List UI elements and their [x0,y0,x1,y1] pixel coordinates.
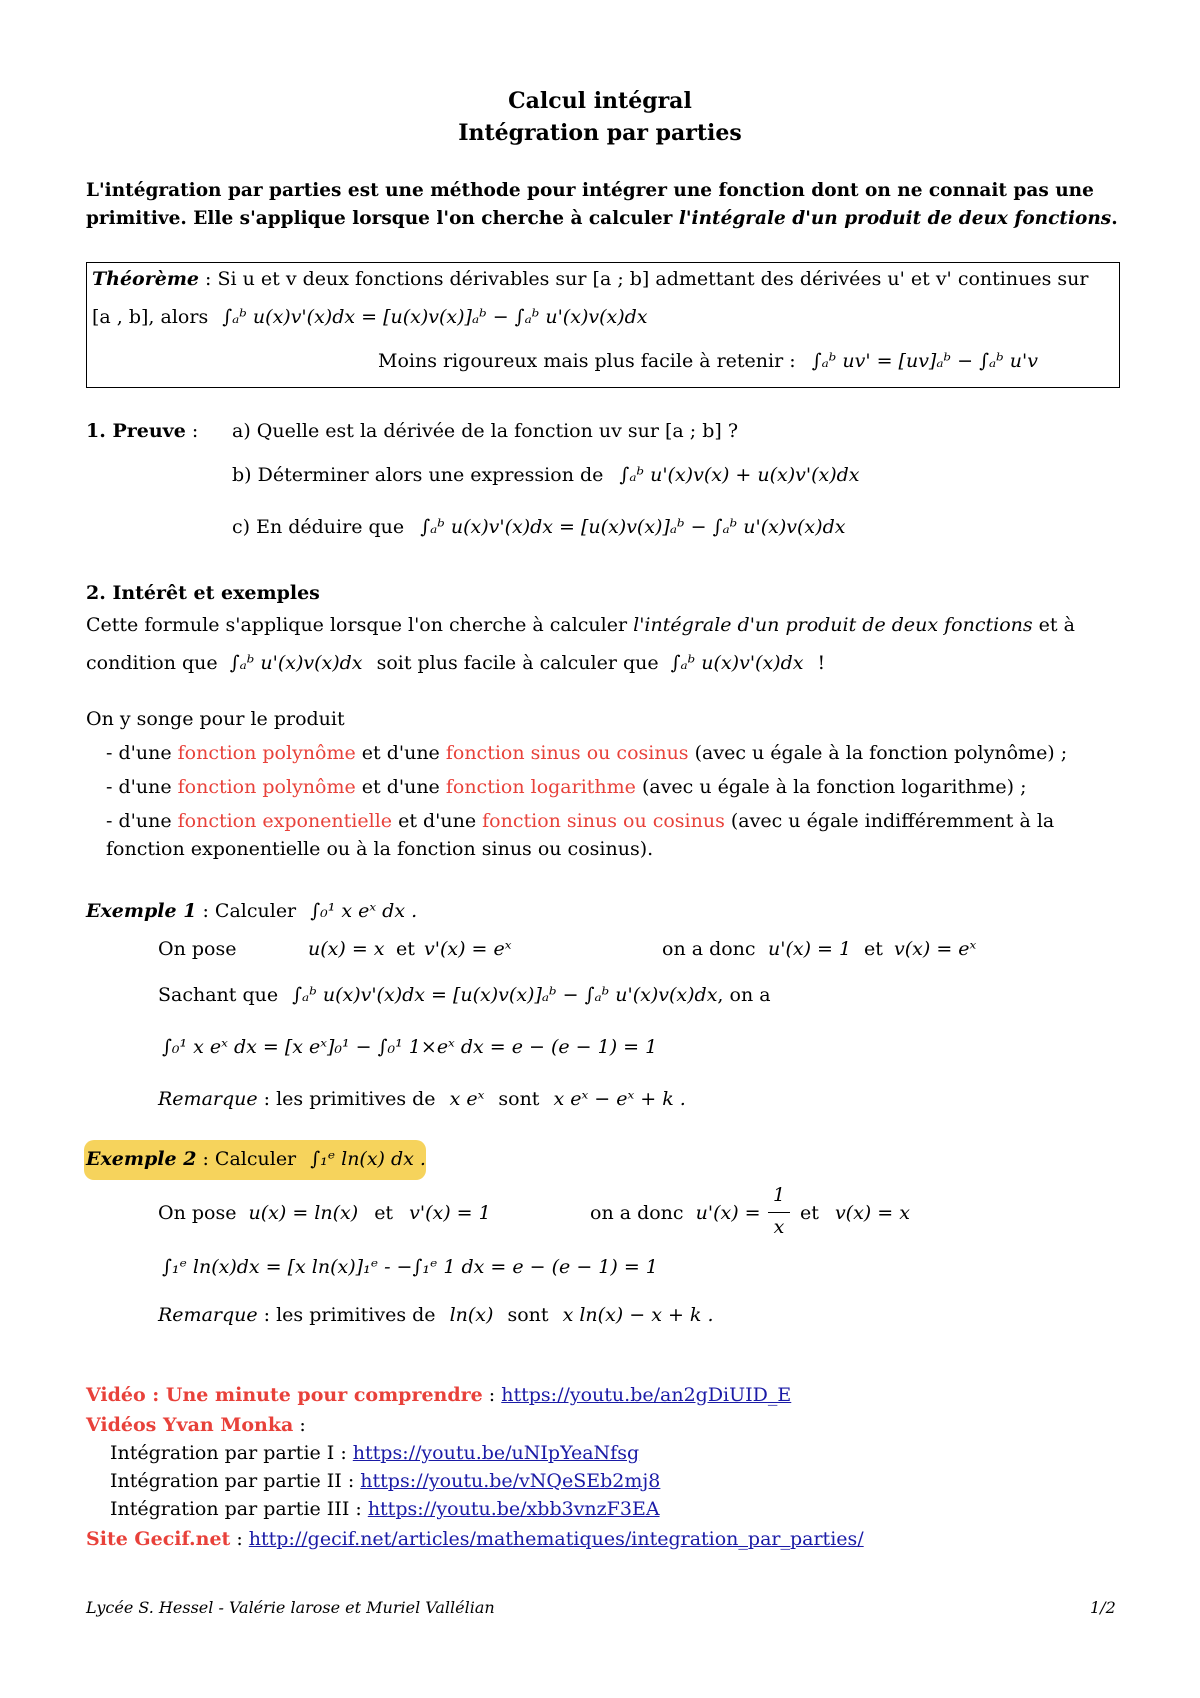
b2-c: (avec u égale à la fonction logarithme) ; [635,776,1027,798]
p2-formula-2: ∫ₐᵇ u(x)v'(x)dx [670,652,804,674]
example1-donc-and: et [864,938,883,960]
b3-c: (avec u égale indifféremment à la [724,810,1055,832]
b1-red-1: fonction polynôme [177,742,356,764]
video-link[interactable]: https://youtu.be/an2gDiUID_E [501,1384,792,1406]
part3-line [110,1498,660,1520]
remark2-sont: sont [507,1304,549,1326]
section2-para-2 [86,652,825,674]
b1-red-2: fonction sinus ou cosinus [445,742,689,764]
monka-sep: : [293,1414,306,1436]
theorem-line-1 [92,268,1088,290]
b2-b: et d'une [355,776,446,798]
footer-left: Lycée S. Hessel - Valérie larose et Muriel Vallélian [86,1598,495,1617]
example2-donc-and: et [800,1202,819,1224]
bullet-1 [106,742,1067,764]
b2-red-2: fonction logarithme [445,776,636,798]
bullet-2 [106,776,1026,798]
example1-donc-up: u'(x) = 1 [768,938,852,960]
intro-text: primitive. Elle s'applique lorsque l'on cherche à calculer [86,208,679,229]
example2-pose-and: et [374,1202,394,1224]
p1-text: Cette formule s'applique lorsque l'on cherche à calculer [86,614,634,636]
mnemonic-formula: ∫ₐᵇ uv' = [uv]ₐᵇ − ∫ₐᵇ u'v [811,350,1038,372]
section1-title: 1. Preuve [86,420,186,442]
remark2-label: Remarque [158,1304,258,1326]
part3-label: Intégration par partie III : [110,1498,368,1520]
part3-link[interactable]: https://youtu.be/xbb3vnzF3EA [367,1498,660,1520]
part2-label: Intégration par partie II : [110,1470,361,1492]
example1-integral: ∫₀¹ x eˣ dx . [310,900,418,922]
proof-c-text: c) En déduire que [232,516,405,538]
example2-donc-up: u'(x) = [695,1202,761,1224]
intro-line-2 [86,208,1118,229]
example1-label: Exemple 1 [86,900,197,922]
sachant-end: , on a [717,984,771,1006]
b3-red-2: fonction sinus ou cosinus [482,810,725,832]
example2-pose-label: On pose [158,1202,237,1224]
monka-label: Vidéos Yvan Monka [86,1414,294,1436]
p2-end: ! [817,652,826,674]
fraction-bar [768,1212,790,1213]
sachant-label: Sachant que [158,984,279,1006]
monka-line [86,1414,306,1436]
intro-emphasis: l'intégrale d'un produit de deux fonctions [678,208,1112,229]
example2-calculation: ∫₁ᵉ ln(x)dx = [x ln(x)]₁ᵉ - −∫₁ᵉ 1 dx = e − (e − 1) = 1 [162,1256,658,1278]
p1-emphasis: l'intégrale d'un produit de deux fonctions [633,614,1033,636]
remark1-text: : les primitives de [257,1088,436,1110]
example2-integral: ∫₁ᵉ ln(x) dx . [310,1148,426,1170]
remark1-label: Remarque [158,1088,258,1110]
gecif-label: Site Gecif.net [86,1528,231,1550]
p1-end: et à [1032,614,1075,636]
theorem-label: Théorème [92,268,200,290]
example2-donc-v: v(x) = x [834,1202,910,1224]
example1-pose-label: On pose [158,938,237,960]
example1-pose-and: et [396,938,415,960]
proof-c-formula: ∫ₐᵇ u(x)v'(x)dx = [u(x)v(x)]ₐᵇ − ∫ₐᵇ u'(x)v(x)dx [420,516,846,538]
theorem-line-3 [378,350,1038,372]
b1-b: et d'une [355,742,446,764]
gecif-link[interactable]: http://gecif.net/articles/mathematiques/integration_par_parties/ [248,1528,864,1550]
proof-b-formula: ∫ₐᵇ u'(x)v(x) + u(x)v'(x)dx [619,464,860,486]
part1-link[interactable]: https://youtu.be/uNIpYeaNfsg [352,1442,640,1464]
page-subtitle: Intégration par parties [458,120,742,146]
section2-heading: 2. Intérêt et exemples [86,582,320,604]
example2-pose-u: u(x) = ln(x) [248,1202,359,1224]
example1-donc-v: v(x) = eˣ [894,938,977,960]
remark1-result: x eˣ − eˣ + k . [553,1088,686,1110]
page-title: Calcul intégral [508,88,692,114]
theorem-formula: ∫ₐᵇ u(x)v'(x)dx = [u(x)v(x)]ₐᵇ − ∫ₐᵇ u'(x)v(x)dx [222,306,648,328]
section1-sep: : [185,420,199,442]
remark1-function: x eˣ [449,1088,485,1110]
p2-formula-1: ∫ₐᵇ u'(x)v(x)dx [229,652,363,674]
proof-b-text: b) Déterminer alors une expression de [232,464,604,486]
b2-a: - d'une [106,776,178,798]
b1-c: (avec u égale à la fonction polynôme) ; [688,742,1068,764]
example1-sachant [158,984,771,1006]
remark2-result: x ln(x) − x + k . [562,1304,714,1326]
intro-line-1: L'intégration par parties est une méthode pour intégrer une fonction dont on ne connait pas une [86,180,1094,201]
gecif-line [86,1528,864,1550]
proof-item-c [232,516,845,538]
part2-line [110,1470,660,1492]
section1-heading [86,420,198,442]
proof-item-a: a) Quelle est la dérivée de la fonction uv sur [a ; b] ? [232,420,739,442]
mnemonic-label: Moins rigoureux mais plus facile à retenir : [378,350,796,372]
songe-line: On y songe pour le produit [86,708,345,730]
bullet-3-cont: fonction exponentielle ou à la fonction sinus ou cosinus). [106,838,654,860]
example2-intro: : Calculer [196,1148,297,1170]
intro-period: . [1111,208,1118,229]
gecif-sep: : [230,1528,249,1550]
proof-item-b [232,464,860,486]
remark2-text: : les primitives de [257,1304,436,1326]
example1-pose-vp: v'(x) = eˣ [424,938,512,960]
example1-calculation: ∫₀¹ x eˣ dx = [x eˣ]₀¹ − ∫₀¹ 1×eˣ dx = e − (e − 1) = 1 [162,1036,658,1058]
p2-text: condition que [86,652,218,674]
example1-donc-label: on a donc [662,938,756,960]
theorem-prefix: [a , b], alors [92,306,209,328]
b3-red-1: fonction exponentielle [177,810,393,832]
b3-a: - d'une [106,810,178,832]
b2-red-1: fonction polynôme [177,776,356,798]
example1-heading [86,900,417,922]
b3-b: et d'une [392,810,483,832]
bullet-3 [106,810,1120,832]
theorem-line-2 [92,306,648,328]
b1-a: - d'une [106,742,178,764]
section2-para-1 [86,614,1120,636]
video-sep: : [482,1384,502,1406]
example1-remark [158,1088,686,1110]
fraction-denominator: x [773,1216,785,1238]
sachant-formula: ∫ₐᵇ u(x)v'(x)dx = [u(x)v(x)]ₐᵇ − ∫ₐᵇ u'(x)v(x)dx [292,984,718,1006]
theorem-text: : Si u et v deux fonctions dérivables sur [a ; b] admettant des dérivées u' et v' continues sur [199,268,1089,290]
example2-heading [86,1148,426,1170]
example2-label: Exemple 2 [86,1148,197,1170]
example2-remark [158,1304,714,1326]
part2-link[interactable]: https://youtu.be/vNQeSEb2mj8 [360,1470,661,1492]
example2-pose-vp: v'(x) = 1 [409,1202,491,1224]
remark2-function: ln(x) [449,1304,494,1326]
example2-donc [590,1202,761,1224]
remark1-sont: sont [498,1088,540,1110]
example2-pose [158,1202,491,1224]
video-line [86,1384,791,1406]
example2-donc-label: on a donc [590,1202,684,1224]
part1-label: Intégration par partie I : [110,1442,353,1464]
p2-middle: soit plus facile à calculer que [376,652,659,674]
example1-intro: : Calculer [196,900,297,922]
footer-page-number: 1/2 [1090,1598,1116,1617]
fraction-numerator: 1 [772,1184,786,1206]
part1-line [110,1442,639,1464]
example1-pose-u: u(x) = x [308,938,385,960]
example2-donc-rest [800,1202,910,1224]
video-label: Vidéo : Une minute pour comprendre [86,1384,483,1406]
